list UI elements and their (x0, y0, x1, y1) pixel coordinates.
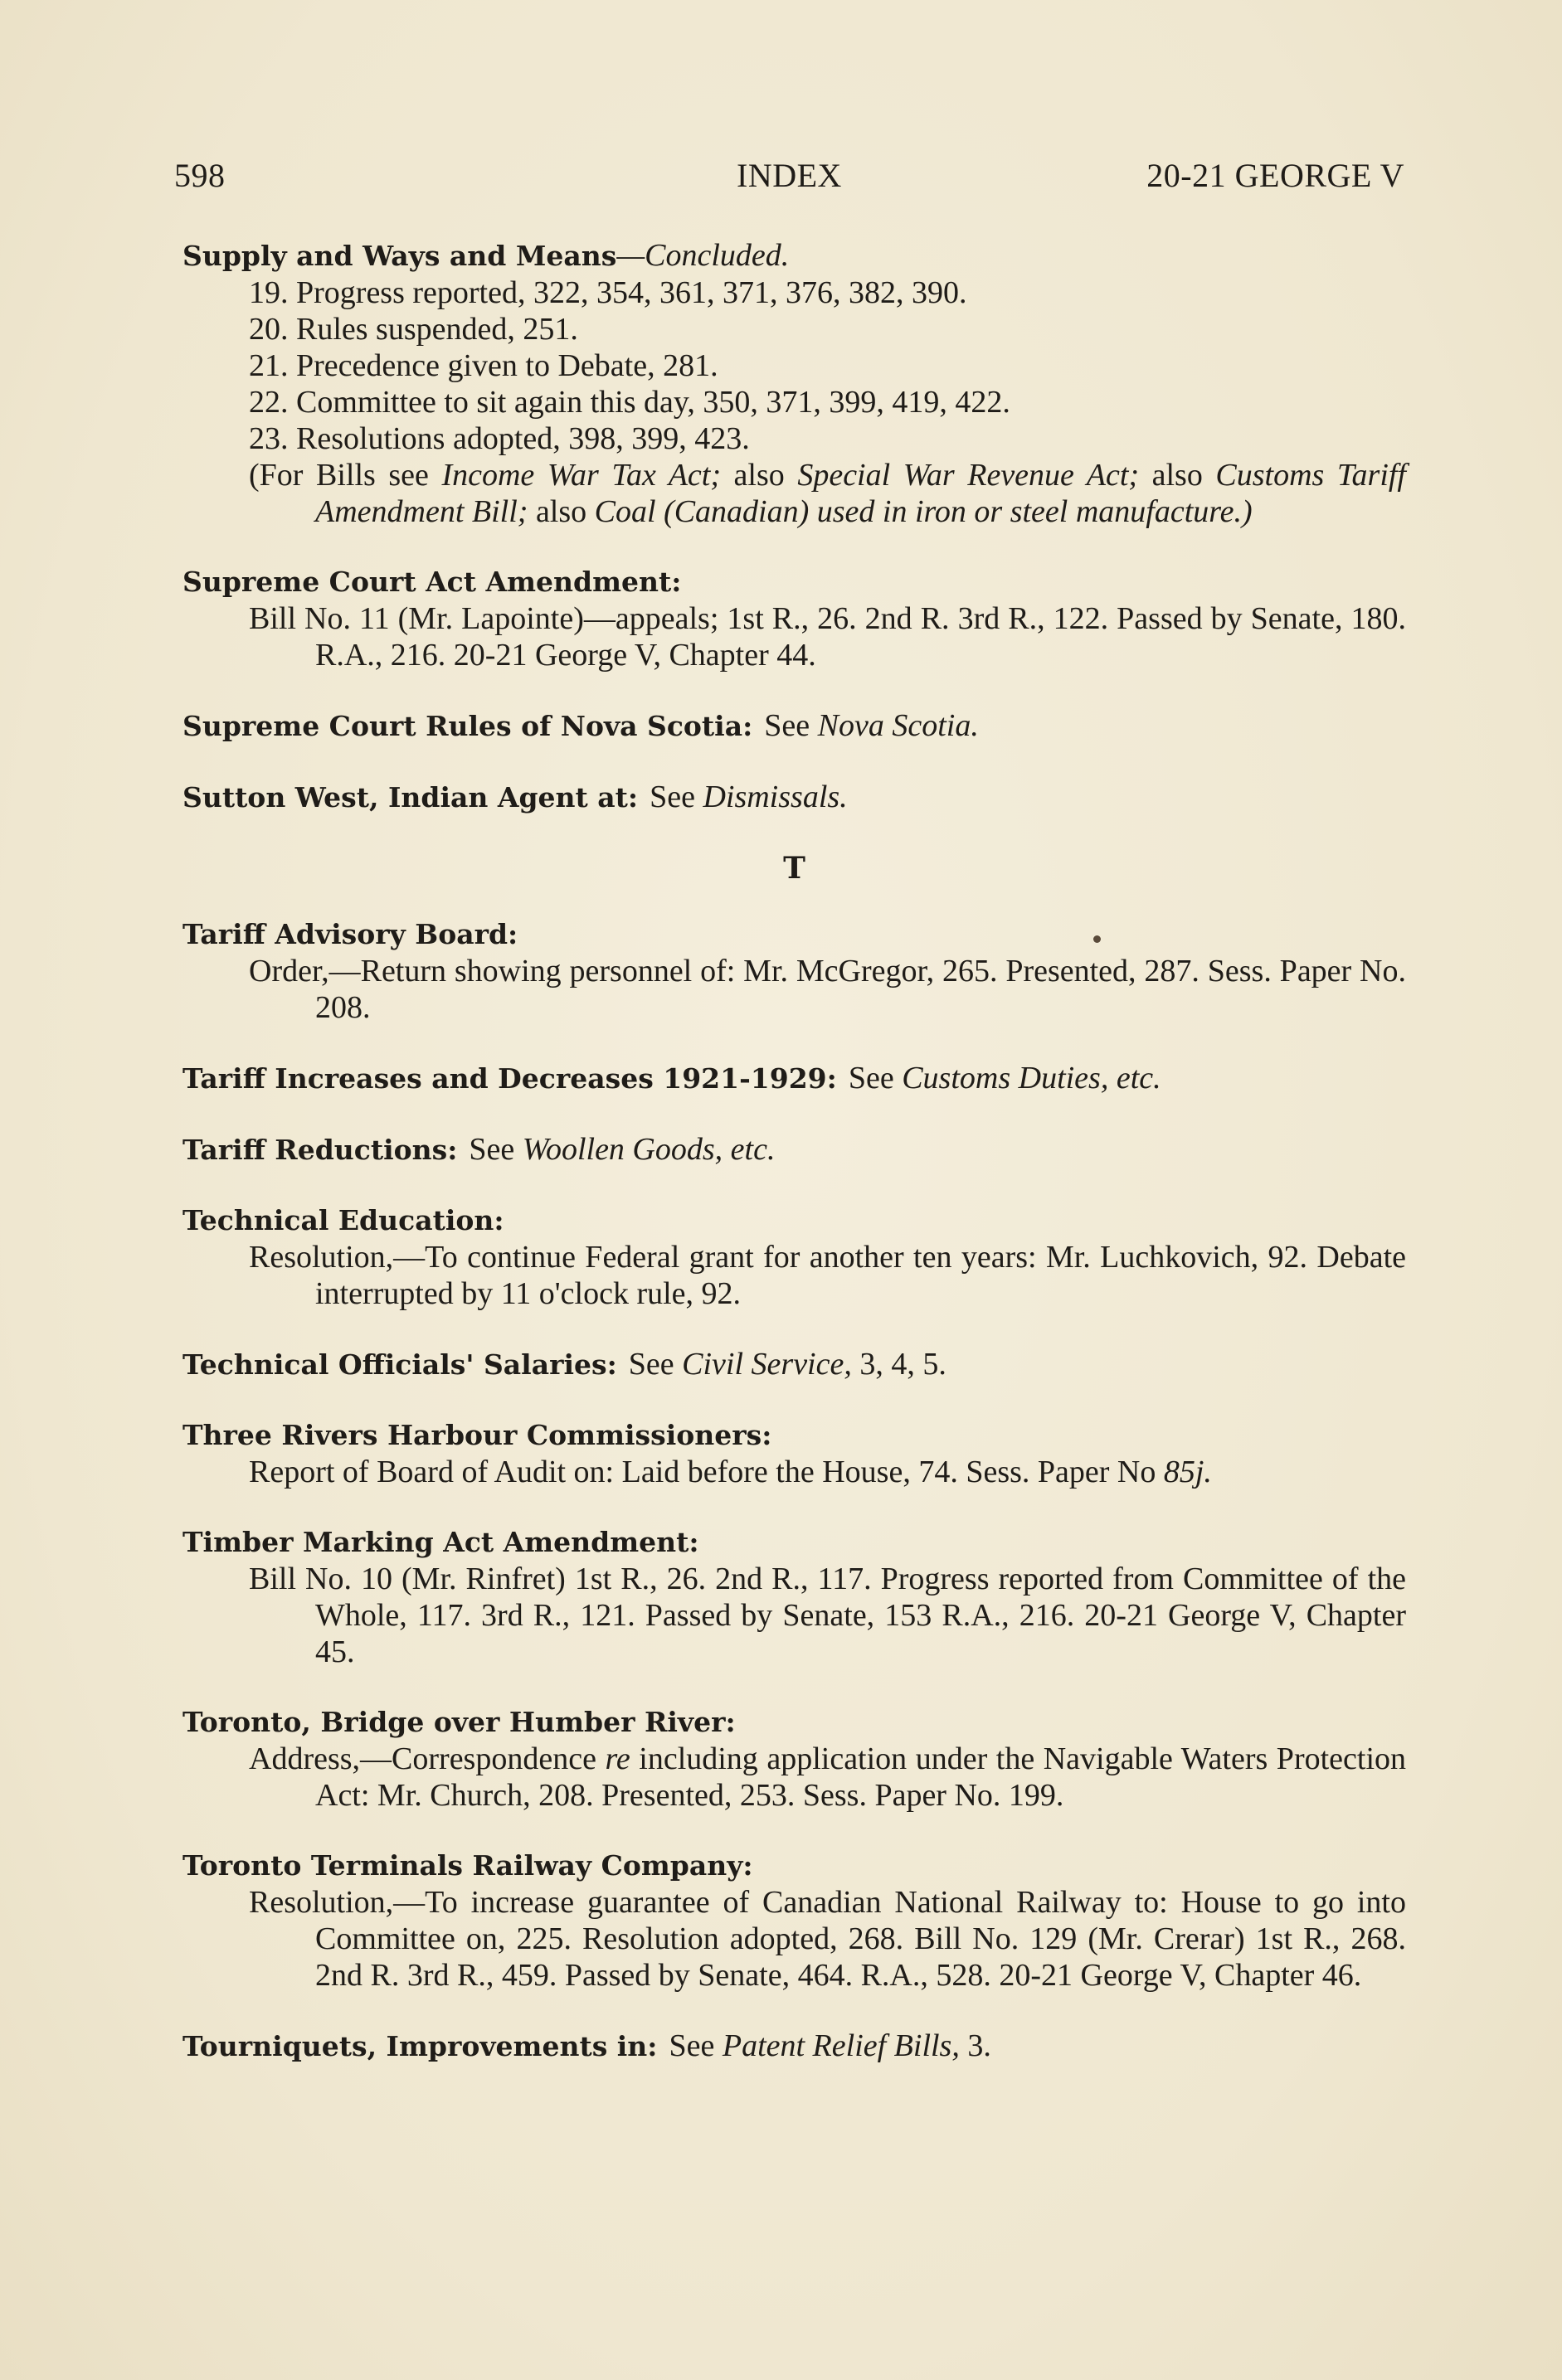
entry-heading: Timber Marking Act Amendment: (182, 1526, 699, 1558)
index-content (182, 237, 1406, 2099)
see-reference: See Dismissals. (650, 780, 848, 814)
list-item: 21. Precedence given to Debate, 281. (249, 348, 718, 383)
index-entry-technical-education (182, 1202, 1406, 1312)
see-reference: See Woollen Goods, etc. (469, 1132, 776, 1167)
entry-heading: Technical Officials' Salaries: See Civil Service, 3, 4, 5. (182, 1347, 946, 1382)
entry-heading: Tariff Reductions: See Woollen Goods, etc. (182, 1132, 776, 1167)
see-reference: See Nova Scotia. (764, 708, 979, 743)
index-entry-timber-marking (182, 1524, 1406, 1670)
entry-heading: Technical Education: (182, 1204, 504, 1236)
see-reference: See Customs Duties, etc. (848, 1061, 1161, 1095)
index-entry-toronto-terminals (182, 1848, 1406, 1994)
index-entry-tariff-reductions (182, 1131, 1406, 1168)
index-entry-tariff-board (182, 916, 1406, 1026)
entry-text: Resolution,—To increase guarantee of Canadian National Railway to: House to go into Committee on, 225. Resolution adopted, 268. Bill No. 129 (Mr. Crerar) 1st R., 268. 2nd R. 3rd R., 459. Passed by Senate, 464. R.A., 528. 20-21 George V, Chapter 46. (249, 1885, 1406, 1993)
see-reference: See Civil Service, 3, 4, 5. (628, 1347, 946, 1382)
entry-text: Address,—Correspondence re including application under the Navigable Waters Protection Act: Mr. Church, 208. Presented, 253. Sess. Paper No. 199. (249, 1741, 1406, 1813)
see-reference: See Patent Relief Bills, 3. (669, 2028, 991, 2063)
entry-heading: Tourniquets, Improvements in: See Patent Relief Bills, 3. (182, 2028, 991, 2063)
index-entry-toronto-bridge (182, 1704, 1406, 1814)
index-entry-supreme-court-act (182, 564, 1406, 673)
entry-text: Bill No. 10 (Mr. Rinfret) 1st R., 26. 2nd R., 117. Progress reported from Committee of the Whole, 117. 3rd R., 121. Passed by Senate, 153 R.A., 216. 20-21 George V, Chapter 45. (249, 1562, 1406, 1669)
entry-text: Resolution,—To continue Federal grant for another ten years: Mr. Luchkovich, 92. Debate interrupted by 11 o'clock rule, 92. (249, 1240, 1406, 1311)
entry-text: Bill No. 11 (Mr. Lapointe)—appeals; 1st R., 26. 2nd R. 3rd R., 122. Passed by Senate, 180. R.A., 216. 20-21 George V, Chapter 44. (249, 601, 1406, 673)
entry-heading: Tariff Advisory Board: (182, 918, 518, 950)
list-item: 22. Committee to sit again this day, 350, 371, 399, 419, 422. (249, 385, 1010, 420)
entry-heading: Toronto, Bridge over Humber River: (182, 1706, 736, 1738)
index-entry-sutton-west (182, 779, 1406, 816)
page-header (174, 156, 1404, 197)
index-entry-three-rivers (182, 1417, 1406, 1490)
entry-heading: Sutton West, Indian Agent at: See Dismissals. (182, 780, 848, 814)
section-letter: T (783, 851, 805, 886)
index-entry-tariff-increases (182, 1060, 1406, 1097)
entry-text: Report of Board of Audit on: Laid before the House, 74. Sess. Paper No 85j. (249, 1455, 1212, 1489)
running-title: INDEX (737, 157, 842, 194)
list-item: 19. Progress reported, 322, 354, 361, 371, 376, 382, 390. (249, 275, 967, 310)
entry-heading: Supreme Court Act Amendment: (182, 566, 682, 598)
index-entry-tourniquets (182, 2028, 1406, 2065)
entry-heading: Supreme Court Rules of Nova Scotia: See Nova Scotia. (182, 708, 979, 743)
index-entry-supreme-court-rules (182, 707, 1406, 745)
list-item: 23. Resolutions adopted, 398, 399, 423. (249, 421, 750, 456)
index-entry-technical-officials (182, 1346, 1406, 1383)
entry-heading: Tariff Increases and Decreases 1921-1929: See Customs Duties, etc. (182, 1061, 1161, 1095)
session-label: 20-21 GEORGE V (1146, 157, 1404, 194)
list-item: 20. Rules suspended, 251. (249, 312, 578, 347)
page-number: 598 (174, 157, 226, 194)
cross-reference-note: (For Bills see Income War Tax Act; also Special War Revenue Act; also Customs Tariff Amendment Bill; also Coal (Canadian) used in iron or steel manufacture.) (249, 458, 1406, 529)
entry-heading: Supply and Ways and Means—Concluded. (182, 238, 790, 273)
index-entry-supply (182, 237, 1406, 530)
entry-heading: Three Rivers Harbour Commissioners: (182, 1419, 772, 1451)
entry-heading: Toronto Terminals Railway Company: (182, 1849, 753, 1882)
entry-text: Order,—Return showing personnel of: Mr. McGregor, 265. Presented, 287. Sess. Paper No. 208. (249, 954, 1406, 1025)
